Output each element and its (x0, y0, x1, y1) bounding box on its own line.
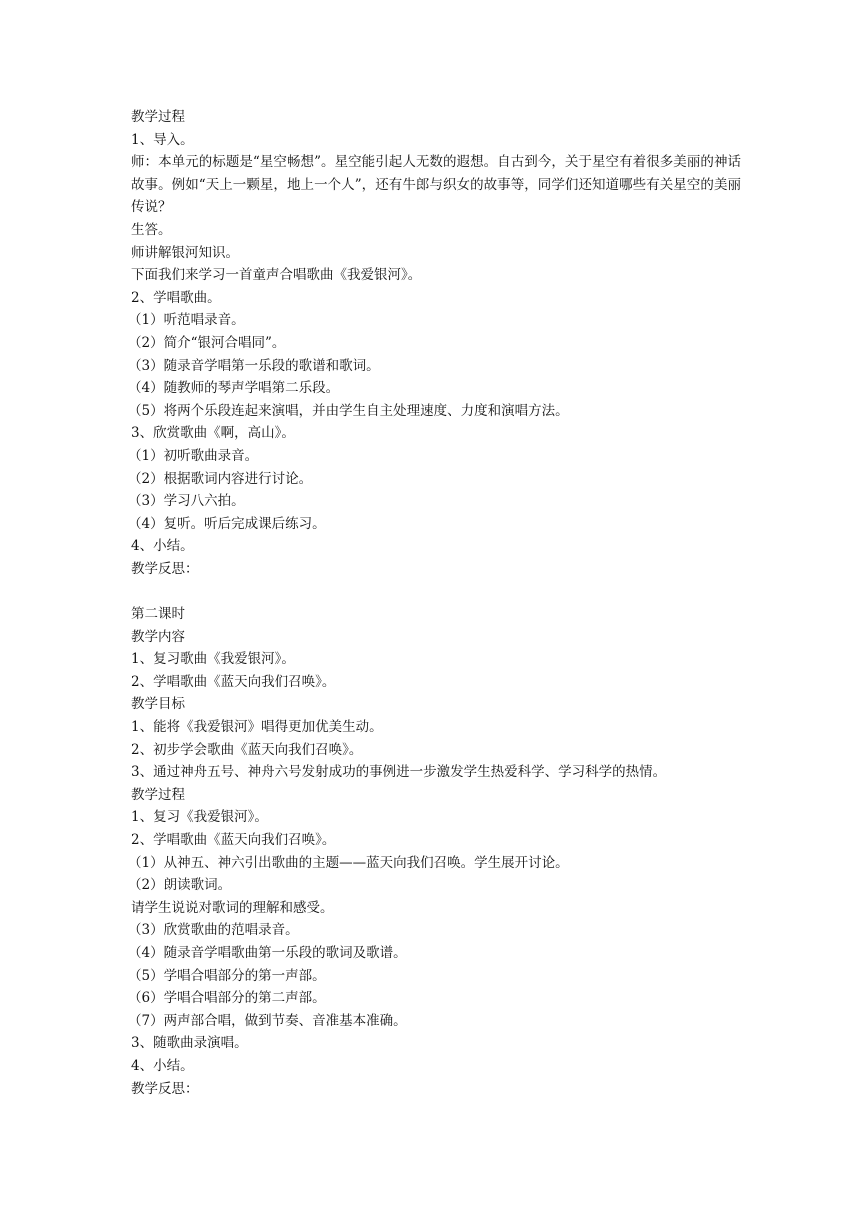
section-heading: 教学过程 (131, 786, 185, 803)
step-heading: 2、学唱歌曲。 (131, 289, 221, 306)
list-item: （2）朗读歌词。 (128, 877, 232, 894)
list-item: 1、能将《我爱银河》唱得更加优美生动。 (131, 719, 383, 736)
next-song: 下面我们来学习一首童声合唱歌曲《我爱银河》。 (131, 267, 422, 284)
step-heading: 2、学唱歌曲《蓝天向我们召唤》。 (131, 832, 336, 848)
section-heading: 教学目标 (131, 696, 185, 713)
document-body (128, 106, 741, 1100)
list-item: （4）随教师的琴声学唱第二乐段。 (128, 380, 340, 397)
step-heading: 1、复习《我爱银河》。 (131, 809, 268, 826)
section-heading: 教学内容 (131, 628, 185, 645)
step-heading: 3、欣赏歌曲《啊，高山》。 (131, 425, 295, 442)
lesson-title: 第二课时 (131, 606, 185, 623)
list-item: （1）初听歌曲录音。 (128, 447, 259, 464)
list-item: （4）随录音学唱歌曲第一乐段的歌词及歌谱。 (128, 944, 407, 961)
list-item: （1）从神五、神六引出歌曲的主题——蓝天向我们召唤。学生展开讨论。 (128, 854, 569, 871)
step-heading: 1、导入。 (131, 131, 194, 148)
step-heading: 3、随歌曲录演唱。 (131, 1035, 248, 1052)
student-answer: 生答。 (131, 221, 172, 238)
list-item: （2）简介“银河合唱同”。 (128, 334, 286, 351)
reflection-label: 教学反思： (131, 560, 199, 577)
list-item: （3）随录音学唱第一乐段的歌谱和歌词。 (128, 357, 380, 374)
list-item: （4）复听。听后完成课后练习。 (128, 515, 326, 532)
list-item: 1、复习歌曲《我爱银河》。 (131, 651, 295, 668)
list-item: （2）根据歌词内容进行讨论。 (128, 470, 313, 487)
list-item: （6）学唱合唱部分的第二声部。 (128, 990, 326, 1007)
list-item: （3）欣赏歌曲的范唱录音。 (128, 922, 299, 939)
list-item: （1）听范唱录音。 (128, 312, 245, 329)
intro-paragraph: 师：本单元的标题是“星空畅想”。星空能引起人无数的遐想。自古到今，关于星空有着很多美丽的神话故事。例如“天上一颗星，地上一个人”，还有牛郎与织女的故事等，同学们还知道哪些有关星空的美丽传说？ (131, 154, 741, 216)
section-heading: 教学过程 (131, 109, 185, 125)
list-item: 2、初步学会歌曲《蓝天向我们召唤》。 (131, 741, 363, 758)
list-item: （5）将两个乐段连起来演唱，并由学生自主处理速度、力度和演唱方法。 (128, 402, 569, 419)
list-item: 3、通过神舟五号、神舟六号发射成功的事例进一步激发学生热爱科学、学习科学的热情。 (131, 764, 667, 781)
list-item: （5）学唱合唱部分的第一声部。 (128, 967, 326, 984)
step-heading: 4、小结。 (131, 538, 194, 555)
reflection-label: 教学反思： (131, 1080, 199, 1097)
teacher-explains: 师讲解银河知识。 (131, 244, 239, 261)
step-heading: 4、小结。 (131, 1057, 194, 1074)
list-item: 2、学唱歌曲《蓝天向我们召唤》。 (131, 673, 336, 690)
list-item: （7）两声部合唱，做到节奏、音准基本准确。 (128, 1012, 407, 1029)
list-item: （3）学习八六拍。 (128, 493, 245, 510)
student-talk: 请学生说说对歌词的理解和感受。 (131, 899, 334, 916)
blank-line (131, 580, 741, 603)
